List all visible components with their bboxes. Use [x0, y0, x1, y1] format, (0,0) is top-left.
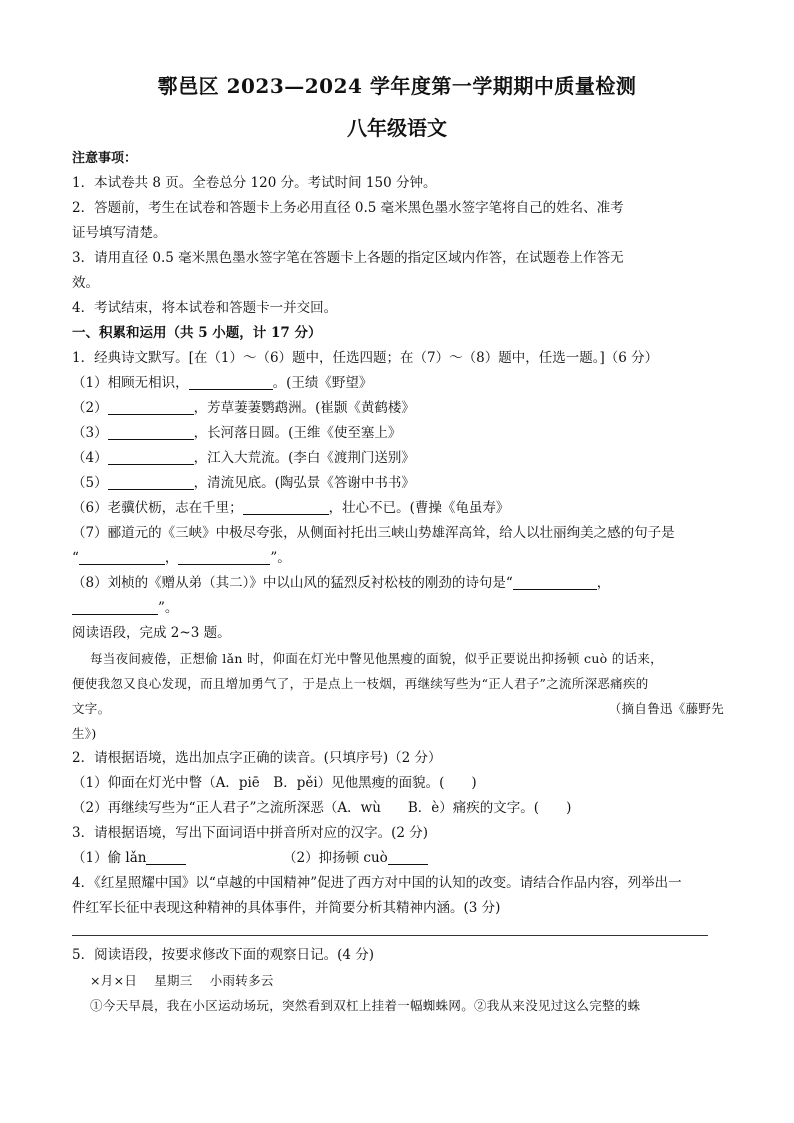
q3-item-2: （2）抑扬顿 cuò [283, 850, 388, 866]
q4-line-1: 4．《红星照耀中国》以“卓越的中国精神”促进了西方对中国的认知的改变。请结合作品内容，列举出一 [72, 875, 682, 891]
q1-stem: 1．经典诗文默写。[在（1）～（6）题中，任选四题；在（7）～（8）题中，任选一题。]（6 分） [72, 350, 659, 366]
exam-subtitle: 八年级语文 [347, 116, 447, 140]
q4-line-2: 件红军长征中表现这种精神的具体事件，并简要分析其精神内涵。(3 分) [72, 900, 501, 916]
notice-item-2: 2．答题前，考生在试卷和答题卡上务必用直径 0.5 毫米黑色墨水签字笔将自己的姓名、准考 [72, 200, 624, 216]
q2-stem: 2．请根据语境，选出加点字正确的读音。(只填序号)（2 分） [72, 750, 442, 766]
answer-blank[interactable] [513, 575, 597, 590]
q1-item-4-suffix: ，江入大荒流。(李白《渡荆门送别》 [193, 450, 415, 466]
close-quote: ”。 [158, 600, 179, 616]
q1-item-2-prefix: （2） [72, 400, 108, 416]
notice-item-1: 1．本试卷共 8 页。全卷总分 120 分。考试时间 150 分钟。 [72, 175, 437, 191]
q5-stem: 5．阅读语段，按要求修改下面的观察日记。(4 分) [72, 947, 375, 963]
passage-source: （摘自鲁迅《藤野先 [608, 701, 724, 716]
passage-line-3 [72, 696, 724, 721]
answer-blank[interactable] [189, 375, 273, 390]
q1-item-5-prefix: （5） [72, 475, 108, 491]
q1-item-4-prefix: （4） [72, 450, 108, 466]
notice-item-2-cont: 证号填写清楚。 [72, 225, 167, 241]
answer-blank[interactable] [79, 550, 165, 565]
q1-item-8-text: （8）刘桢的《赠从弟（其二）》中以山风的猛烈反衬松枝的刚劲的诗句是“ [72, 575, 513, 591]
q1-item-3-suffix: ，长河落日圆。(王维《使至塞上》 [193, 425, 402, 441]
q3-items [72, 846, 724, 871]
exam-title: 鄠邑区 2023—2024 学年度第一学期期中质量检测 [157, 74, 637, 98]
notice-heading: 注意事项： [72, 151, 138, 166]
exam-body [72, 146, 724, 921]
passage-source-cont: 生》) [72, 726, 97, 741]
answer-blank[interactable] [243, 500, 329, 515]
answer-blank[interactable] [108, 450, 194, 465]
notice-item-3: 3．请用直径 0.5 毫米黑色墨水签字笔在答题卡上各题的指定区域内作答，在试题卷上作答无 [72, 250, 624, 266]
q1-item-1-prefix: （1）相顾无相识， [72, 375, 189, 391]
reading-intro: 阅读语段，完成 2~3 题。 [72, 625, 231, 641]
q1-item-8 [72, 571, 724, 596]
q1-item-5-suffix: ，清流见底。(陶弘景《答谢中书书》 [193, 475, 415, 491]
passage-line-2: 便使我忽又良心发现，而且增加勇气了，于是点上一枝烟，再继续写些为“正人君子”之流所深恶痛疾的 [72, 676, 649, 691]
close-quote: ”。 [270, 550, 291, 566]
q1-item-3-prefix: （3） [72, 425, 108, 441]
q3-item-1: （1）偷 lǎn [72, 850, 147, 866]
passage-line-1: 每当夜间疲倦，正想偷 lǎn 时，仰面在灯光中瞥见他黑瘦的面貌，似乎正要说出抑扬顿 cuò 的话来， [90, 651, 663, 666]
q3-stem: 3．请根据语境，写出下面词语中拼音所对应的汉字。(2 分) [72, 825, 429, 841]
answer-blank[interactable] [146, 850, 186, 865]
open-quote: “ [72, 550, 79, 566]
answer-blank[interactable] [178, 550, 270, 565]
notice-item-4: 4．考试结束，将本试卷和答题卡一并交回。 [72, 300, 338, 316]
q1-item-6-suffix: ，壮心不已。(曹操《龟虽寿》 [328, 500, 510, 516]
q1-item-1 [72, 371, 724, 396]
section-heading: 一、积累和运用（共 5 小题，计 17 分） [72, 325, 322, 341]
answer-blank[interactable] [388, 850, 428, 865]
q1-item-1-suffix: 。(王绩《野望》 [272, 375, 373, 391]
q1-item-7: （7）郦道元的《三峡》中极尽夸张，从侧面衬托出三峡山势雄浑高耸，给人以壮丽绚美之感的句子是 [72, 525, 675, 541]
q1-item-6-prefix: （6）老骥伏枥，志在千里； [72, 500, 243, 516]
answer-blank[interactable] [72, 600, 158, 615]
q5-block [72, 943, 724, 1018]
q5-text: ①今天早晨，我在小区运动场玩，突然看到双杠上挂着一幅蜘蛛网。②我从来没见过这么完整的蛛 [90, 998, 641, 1013]
notice-item-3-cont: 效。 [72, 275, 99, 291]
q1-item-8-cont [72, 596, 724, 621]
q1-item-7-answer [72, 546, 724, 571]
answer-line[interactable] [72, 935, 708, 936]
q1-item-6 [72, 496, 724, 521]
q1-item-2 [72, 396, 724, 421]
comma: ， [164, 550, 179, 566]
q1-item-2-suffix: ，芳草萋萋鹦鹉洲。(崔颢《黄鹤楼》 [193, 400, 415, 416]
answer-blank[interactable] [108, 400, 194, 415]
q2-option-1: （1）仰面在灯光中瞥（A．piē B．pěi）见他黑瘦的面貌。( ) [72, 775, 477, 791]
passage-line-3-text: 文字。 [72, 701, 111, 716]
answer-blank[interactable] [108, 425, 194, 440]
q1-item-3 [72, 421, 724, 446]
q2-option-2: （2）再继续写些为“正人君子”之流所深恶（A．wù B．è）痛疾的文字。( ) [72, 800, 572, 816]
q1-item-5 [72, 471, 724, 496]
q1-item-4 [72, 446, 724, 471]
answer-blank[interactable] [108, 475, 194, 490]
comma: ， [596, 575, 611, 591]
q5-date: ×月×日 星期三 小雨转多云 [90, 973, 274, 988]
